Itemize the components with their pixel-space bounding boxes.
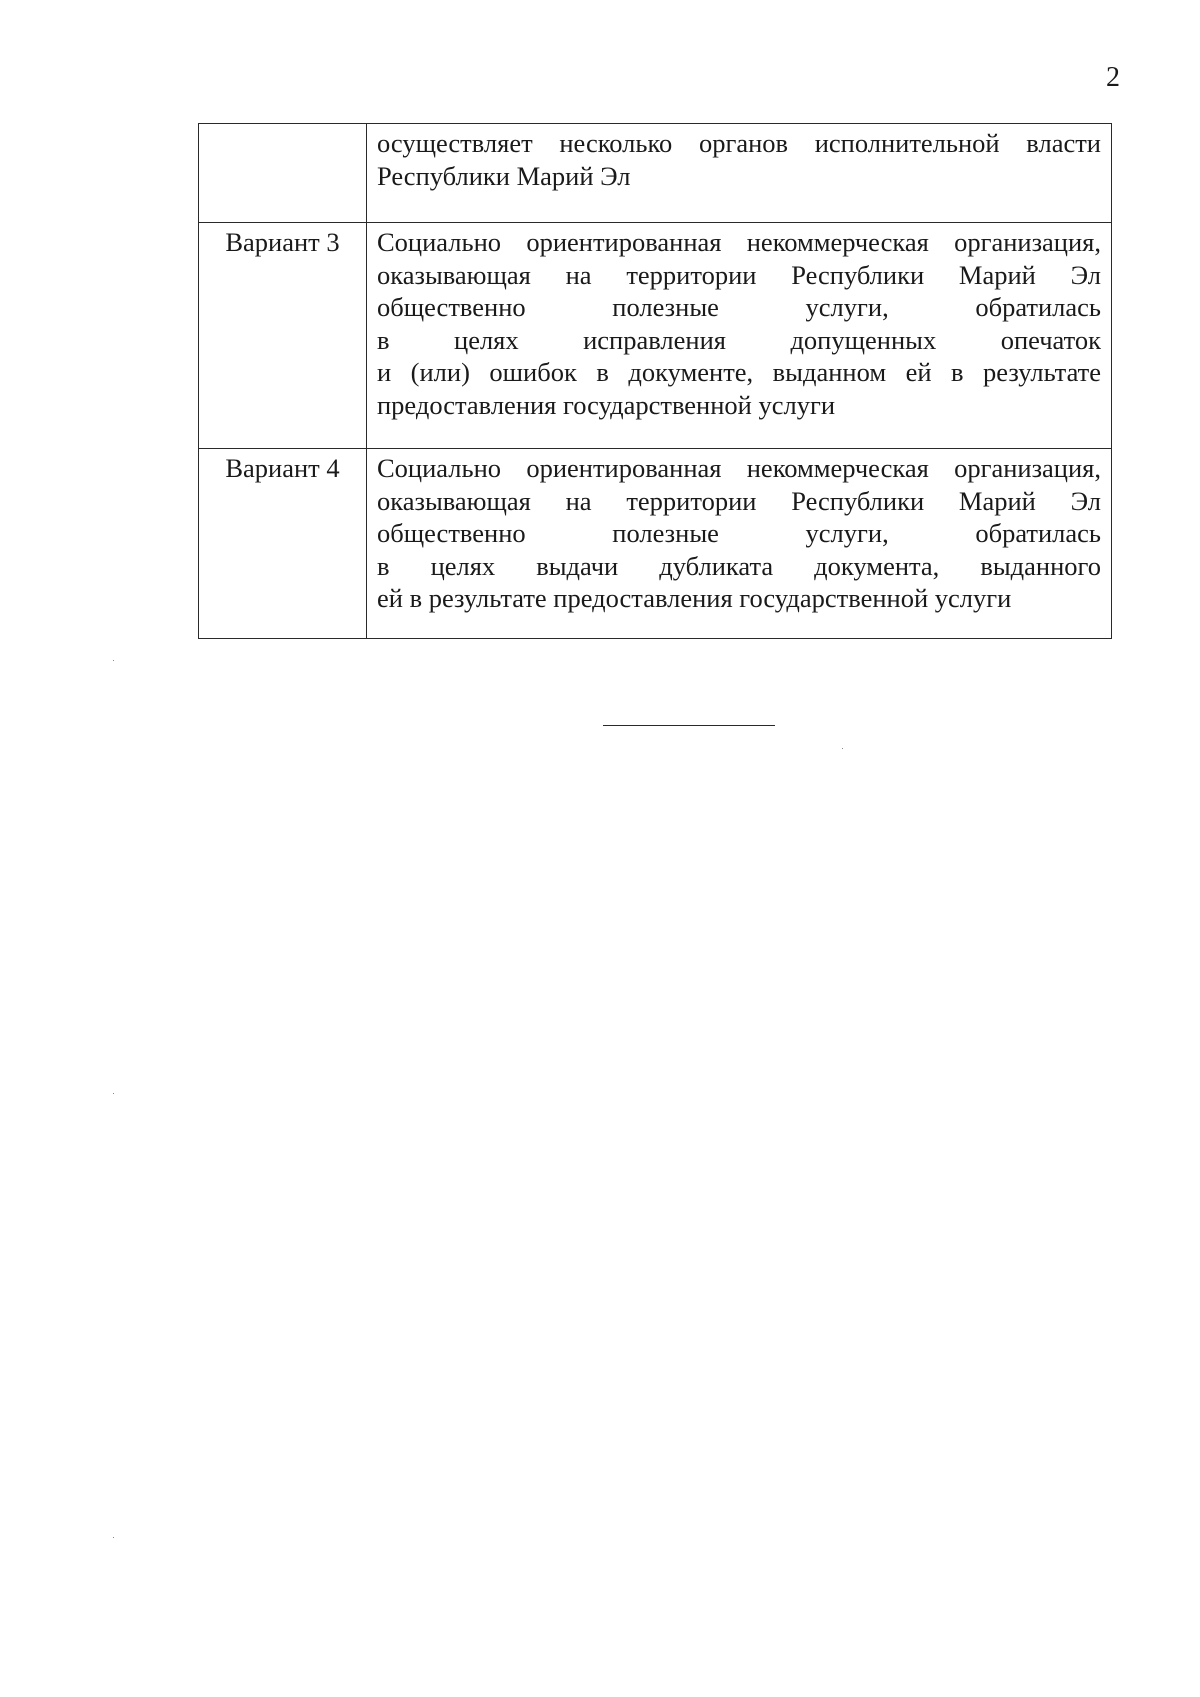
scan-speck	[113, 660, 114, 661]
description-line: и (или) ошибок в документе, выданном ей в результате	[377, 357, 1101, 387]
description-line: оказывающая на территории Республики Марий Эл	[377, 485, 1101, 516]
scan-speck	[842, 748, 843, 749]
description-line: предоставления государственной услуги	[377, 389, 836, 420]
description-line: Социально ориентированная некоммерческая организация,	[377, 453, 1101, 483]
description-cell	[367, 223, 1112, 449]
description-line: Социально ориентированная некоммерческая организация,	[377, 227, 1101, 257]
description-line: в целях выдачи дубликата документа, выданного	[377, 550, 1101, 581]
description-line: в целях исправления допущенных опечаток	[377, 324, 1101, 355]
description-line: ей в результате предоставления государственной услуги	[377, 583, 1012, 613]
description-line: общественно полезные услуги, обратилась	[377, 292, 1101, 322]
scan-speck	[113, 1537, 114, 1538]
end-of-document-rule	[603, 725, 775, 726]
table-row	[199, 223, 1112, 449]
variant-cell	[199, 124, 367, 223]
description-line: общественно полезные услуги, обратилась	[377, 518, 1101, 548]
description-line: оказывающая на территории Республики Марий Эл	[377, 259, 1101, 290]
variant-cell: Вариант 4	[199, 449, 367, 639]
table-row	[199, 124, 1112, 223]
description-cell	[367, 449, 1112, 639]
table-row	[199, 449, 1112, 639]
variant-cell: Вариант 3	[199, 223, 367, 449]
page-number: 2	[1106, 62, 1120, 93]
scan-speck	[113, 1093, 114, 1094]
description-line: осуществляет несколько органов исполнительной власти	[377, 128, 1101, 158]
variants-table	[198, 123, 1112, 639]
description-line: Республики Марий Эл	[377, 160, 631, 191]
description-cell	[367, 124, 1112, 223]
